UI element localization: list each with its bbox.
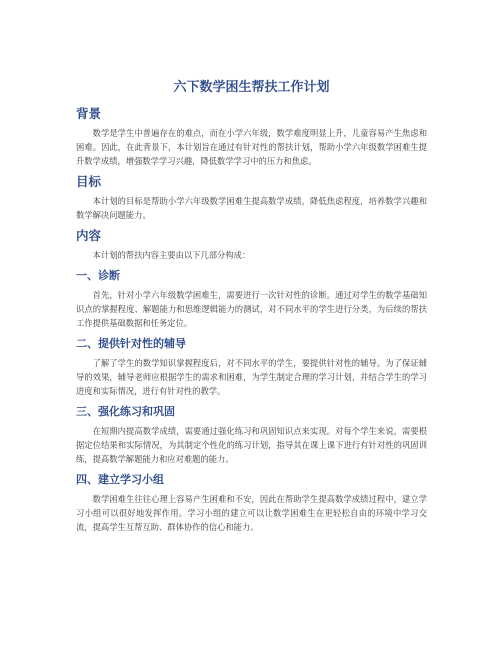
section-body-content: 本计划的帮扶内容主要由以下几部分构成： [92, 250, 251, 260]
section-body-background: 数学是学生中普遍存在的难点，而在小学六年级，数学难度明显上升，儿童容易产生焦虑和困难。因此，在此背景下，本计划旨在通过有针对性的帮扶计划，帮助小学六年级数学困难生提升数学成绩，增强数学学习兴趣，降低数学学习中的压力和焦虑。 [76, 128, 427, 166]
section-body-study-group: 数学困难生往往心理上容易产生困难和不安，因此在帮助学生提高数学成绩过程中，建立学习小组可以很好地发挥作用。学习小组的建立可以让数学困难生在更轻松自由的环境中学习交流，提高学生互帮互助、群体协作的信心和能力。 [76, 494, 427, 532]
section-heading-content: 内容 [76, 228, 102, 243]
section-heading-background: 背景 [76, 106, 102, 121]
section-heading-goal: 目标 [76, 174, 102, 189]
document-title: 六下数学困生帮扶工作计划 [173, 80, 330, 95]
section-body-practice: 在短期内提高数学成绩，需要通过强化练习和巩固知识点来实现。对每个学生来说，需要根据定位结果和实际情况，为其制定个性化的练习计划，指导其在课上课下进行有针对性的巩固训练，提高数学解题能力和应对难题的能力。 [76, 426, 427, 464]
section-heading-diagnosis: 一、诊断 [76, 269, 120, 282]
section-body-diagnosis: 首先，针对小学六年级数学困难生，需要进行一次针对性的诊断。通过对学生的数学基础知识点的掌握程度、解题能力和思维逻辑能力的测试，对不同水平的学生进行分类，为后续的帮扶工作提供基础数据和任务定位。 [76, 290, 427, 328]
section-body-tutoring: 了解了学生的数学知识掌握程度后，对不同水平的学生，要提供针对性的辅导。为了保证辅导的效果，辅导老师应根据学生的需求和困难，为学生制定合理的学习计划，并结合学生的学习进度和实际情况，进行有针对性的教学。 [76, 358, 427, 396]
section-heading-practice: 三、强化练习和巩固 [76, 405, 175, 418]
section-body-goal: 本计划的目标是帮助小学六年级数学困难生提高数学成绩，降低焦虑程度，培养数学兴趣和数学解决问题能力。 [76, 196, 427, 220]
section-heading-study-group: 四、建立学习小组 [76, 473, 164, 486]
section-heading-tutoring: 二、提供针对性的辅导 [76, 337, 186, 350]
